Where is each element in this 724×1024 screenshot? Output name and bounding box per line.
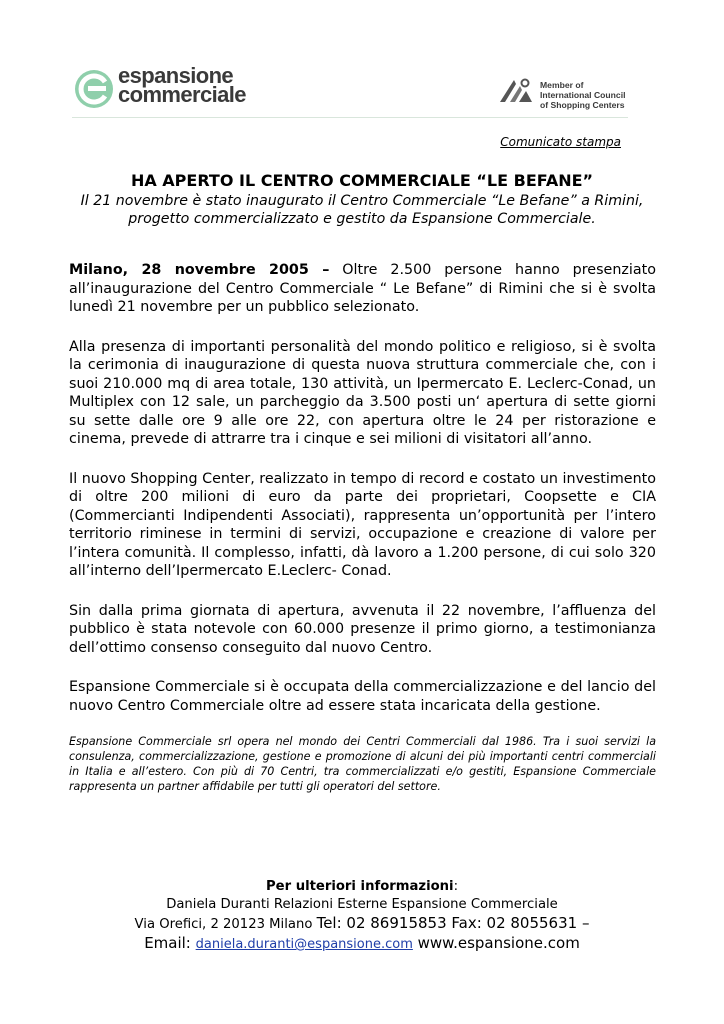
paragraph-3: Il nuovo Shopping Center, realizzato in tempo di record e costato un investimento di oltre 200 milioni di euro da parte dei proprietari, Coopsette e CIA (Commercianti Indipendenti Associati), rappresenta un’opportunità per l’intero territorio riminese in termini di servizi, occupazione e creazione di valore per l’intera comunità. Il complesso, infatti, dà lavoro a 1.200 persone, di cui solo 320 all’interno dell’Ipermercato E.Leclerc- Conad. <box>69 470 656 579</box>
dateline: Milano, 28 novembre 2005 – <box>69 262 330 278</box>
icsc-line-3: of Shopping Centers <box>540 100 625 110</box>
header-divider <box>72 117 628 118</box>
paragraph-4: Sin dalla prima giornata di apertura, avvenuta il 22 novembre, l’affluenza del pubblico è stata notevole con 60.000 presenze il primo giorno, a testimonianza dell’ottimo consenso conseguito dal nuovo Centro. <box>69 602 656 656</box>
document-body <box>69 261 656 815</box>
subtitle-line-2: progetto commercializzato e gestito da Espansione Commerciale. <box>128 211 596 227</box>
paragraph-1-text: Oltre 2.500 persone hanno presenziato all’inaugurazione del Centro Commerciale “ Le Befane” di Rimini che si è svolta lunedì 21 novembre per un pubblico selezionato. <box>69 262 656 315</box>
contact-address: Via Orefici, 2 20123 Milano <box>134 917 317 932</box>
press-release-label: Comunicato stampa <box>500 135 621 149</box>
logo-wordmark <box>118 63 246 107</box>
website-text: www.espansione.com <box>412 934 580 952</box>
icsc-line-1: Member of <box>540 80 584 90</box>
logo-line-2: commerciale <box>118 82 246 107</box>
icsc-member-text <box>540 80 625 110</box>
contact-phone: Tel: 02 86915853 Fax: 02 8055631 – <box>316 914 590 932</box>
paragraph-5: Espansione Commerciale si è occupata della commercializzazione e del lancio del nuovo Centro Commerciale oltre ad essere stata incaricata della gestione. <box>69 679 656 714</box>
contact-address-line <box>0 914 724 934</box>
company-note: Espansione Commerciale srl opera nel mondo dei Centri Commerciali dal 1986. Tra i suoi servizi la consulenza, commercializzazione, gestione e promozione di alcuni dei più importanti centri commerciali in Italia e all’estero. Con più di 70 Centri, tra commercializzati e/o gestiti, Espansione Commerciale rappresenta un partner affidabile per tutti gli operatori del settore. <box>69 735 656 793</box>
icsc-line-2: International Council <box>540 90 626 100</box>
email-label: Email: <box>144 934 196 952</box>
subtitle-line-1: Il 21 novembre è stato inaugurato il Centro Commerciale “Le Befane” a Rimini, <box>80 193 644 209</box>
contact-block <box>0 878 724 954</box>
document-subtitle <box>60 192 664 228</box>
paragraph-1 <box>69 261 656 317</box>
espansione-logo-icon <box>74 69 114 109</box>
contact-heading-colon: : <box>453 879 459 894</box>
icsc-logo-icon <box>498 76 534 106</box>
logo-line-1: espansione <box>118 63 234 88</box>
contact-email-line <box>0 934 724 954</box>
paragraph-2: Alla presenza di importanti personalità del mondo politico e religioso, si è svolta la cerimonia di inaugurazione di questa nuova struttura commerciale che, con i suoi 210.000 mq di area totale, 130 attività, un Ipermercato E. Leclerc-Conad, un Multiplex con 12 sale, un parcheggio da 3.500 posti un‘ apertura di sette giorni su sette dalle ore 9 alle ore 22, con apertura oltre le 24 per ristorazione e cinema, prevede di attrarre tra i cinque e sei milioni di visitatori all’anno. <box>69 338 656 447</box>
contact-person: Daniela Duranti Relazioni Esterne Espansione Commerciale <box>166 897 558 912</box>
contact-heading-line <box>0 878 724 896</box>
contact-heading: Per ulteriori informazioni <box>265 879 454 894</box>
document-title: HA APERTO IL CENTRO COMMERCIALE “LE BEFANE” <box>130 171 594 190</box>
email-link[interactable]: daniela.duranti@espansione.com <box>195 937 413 952</box>
